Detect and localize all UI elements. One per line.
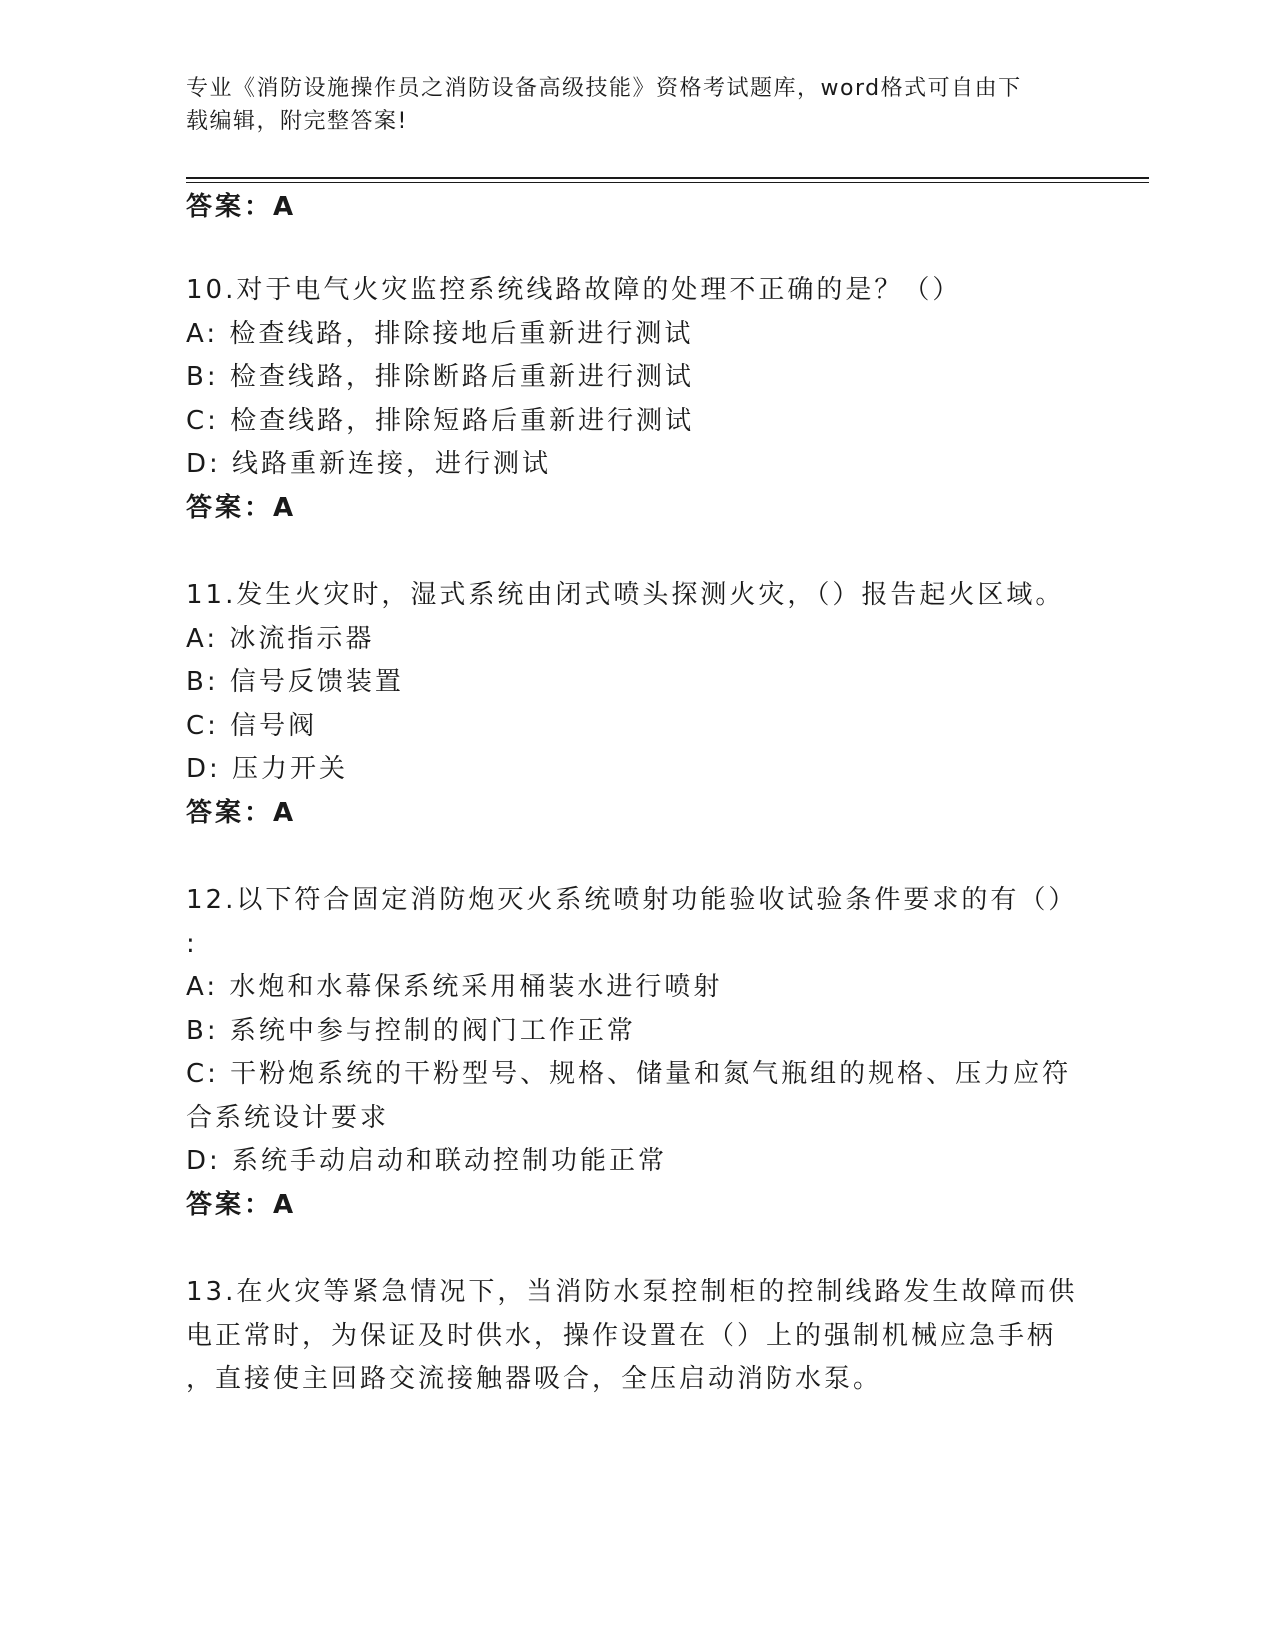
- header-line-1: 专业《消防设施操作员之消防设备高级技能》资格考试题库，word格式可自由下: [186, 76, 1022, 101]
- question-10-option-a: A: 检查线路，排除接地后重新进行测试: [186, 319, 694, 349]
- question-13-stem-line-2: 电正常时，为保证及时供水，操作设置在（）上的强制机械应急手柄: [186, 1321, 1057, 1351]
- question-13-stem-line-3: ，直接使主回路交流接触器吸合，全压启动消防水泵。: [186, 1364, 883, 1394]
- question-12-option-d: D: 系统手动启动和联动控制功能正常: [186, 1146, 668, 1176]
- question-12-stem-line-1: 12.以下符合固定消防炮灭火系统喷射功能验收试验条件要求的有（）: [186, 885, 1078, 915]
- question-11-option-d: D: 压力开关: [186, 754, 349, 784]
- previous-answer: 答案：A: [186, 192, 297, 222]
- header-line-2: 载编辑，附完整答案!: [186, 109, 408, 134]
- question-10-option-c: C: 检查线路，排除短路后重新进行测试: [186, 406, 695, 436]
- question-11-option-c: C: 信号阀: [186, 711, 318, 741]
- question-11-answer: 答案：A: [186, 798, 297, 828]
- question-10-answer: 答案：A: [186, 493, 297, 523]
- question-11-option-b: B: 信号反馈装置: [186, 667, 404, 697]
- question-10-option-d: D: 线路重新连接，进行测试: [186, 449, 552, 479]
- question-12-option-c-line-2: 合系统设计要求: [186, 1103, 390, 1133]
- question-11-option-a: A: 冰流指示器: [186, 624, 375, 654]
- question-12-stem-line-2: :: [186, 929, 198, 959]
- question-13-stem-line-1: 13.在火灾等紧急情况下，当消防水泵控制柜的控制线路发生故障而供: [186, 1277, 1078, 1307]
- question-10-option-b: B: 检查线路，排除断路后重新进行测试: [186, 362, 694, 392]
- header-divider-thick: [186, 177, 1149, 179]
- question-10-stem: 10.对于电气火灾监控系统线路故障的处理不正确的是？（）: [186, 275, 962, 305]
- document-header: [186, 72, 1086, 138]
- question-11-stem: 11.发生火灾时，湿式系统由闭式喷头探测火灾，（）报告起火区域。: [186, 580, 1065, 610]
- header-divider-thin: [186, 182, 1149, 183]
- question-12-option-b: B: 系统中参与控制的阀门工作正常: [186, 1016, 636, 1046]
- question-12-option-c-line-1: C: 干粉炮系统的干粉型号、规格、储量和氮气瓶组的规格、压力应符: [186, 1059, 1072, 1089]
- question-12-answer: 答案：A: [186, 1190, 297, 1220]
- question-12-option-a: A: 水炮和水幕保系统采用桶装水进行喷射: [186, 972, 723, 1002]
